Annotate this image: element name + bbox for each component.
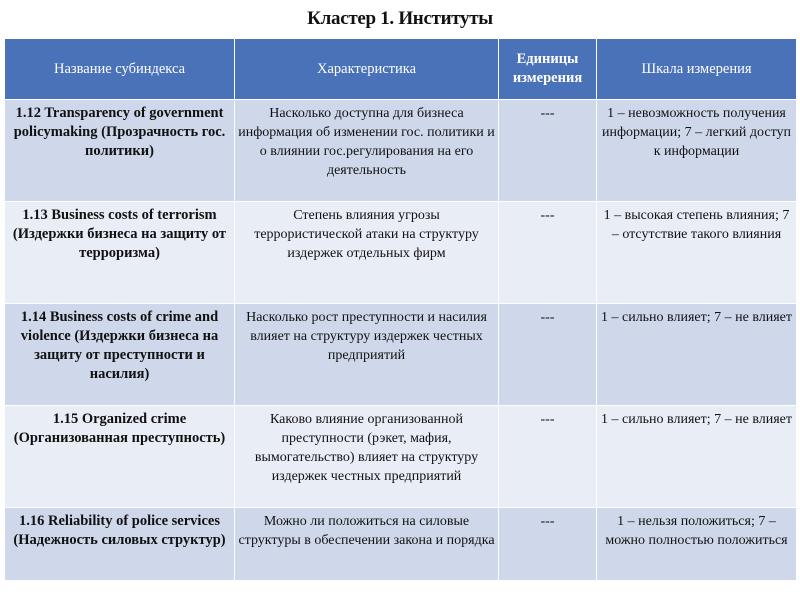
- table-row: [5, 304, 797, 406]
- header-characteristic: Характеристика: [235, 39, 499, 100]
- subindex-characteristic: Каково влияние организованной преступности (рэкет, мафия, вымогательство) влияет на структуру издержек честных предприятий: [235, 406, 499, 508]
- table-header-row: [5, 39, 797, 100]
- page-title: Кластер 1. Институты: [307, 8, 493, 29]
- subindex-characteristic: Степень влияния угрозы террористической атаки на структуру издержек отдельных фирм: [235, 202, 499, 304]
- subindex-units: ---: [499, 304, 597, 406]
- subindex-scale: 1 – невозможность получения информации; 7 – легкий доступ к информации: [597, 100, 797, 202]
- subindex-name: 1.14 Business costs of crime and violence (Издержки бизнеса на защиту от преступности и насилия): [5, 304, 235, 406]
- subindex-name: 1.13 Business costs of terrorism (Издержки бизнеса на защиту от терроризма): [5, 202, 235, 304]
- subindex-table: [4, 38, 797, 581]
- table-row: [5, 202, 797, 304]
- subindex-scale: 1 – сильно влияет; 7 – не влияет: [597, 406, 797, 508]
- subindex-characteristic: Можно ли положиться на силовые структуры в обеспечении закона и порядка: [235, 508, 499, 581]
- subindex-characteristic: Насколько рост преступности и насилия влияет на структуру издержек честных предприятий: [235, 304, 499, 406]
- subindex-characteristic: Насколько доступна для бизнеса информация об изменении гос. политики и о влиянии гос.регулирования на его деятельность: [235, 100, 499, 202]
- subindex-scale: 1 – сильно влияет; 7 – не влияет: [597, 304, 797, 406]
- table-row: [5, 406, 797, 508]
- subindex-name: 1.15 Organized crime (Организованная преступность): [5, 406, 235, 508]
- header-units: Единицы измерения: [499, 39, 597, 100]
- subindex-name: 1.16 Reliability of police services (Надежность силовых структур): [5, 508, 235, 581]
- subindex-scale: 1 – нельзя положиться; 7 – можно полностью положиться: [597, 508, 797, 581]
- header-scale: Шкала измерения: [597, 39, 797, 100]
- subindex-units: ---: [499, 100, 597, 202]
- subindex-units: ---: [499, 202, 597, 304]
- subindex-name: 1.12 Transparency of government policymaking (Прозрачность гос. политики): [5, 100, 235, 202]
- subindex-units: ---: [499, 508, 597, 581]
- table-row: [5, 100, 797, 202]
- header-name: Название субиндекса: [5, 39, 235, 100]
- subindex-units: ---: [499, 406, 597, 508]
- subindex-scale: 1 – высокая степень влияния; 7 – отсутствие такого влияния: [597, 202, 797, 304]
- table-row: [5, 508, 797, 581]
